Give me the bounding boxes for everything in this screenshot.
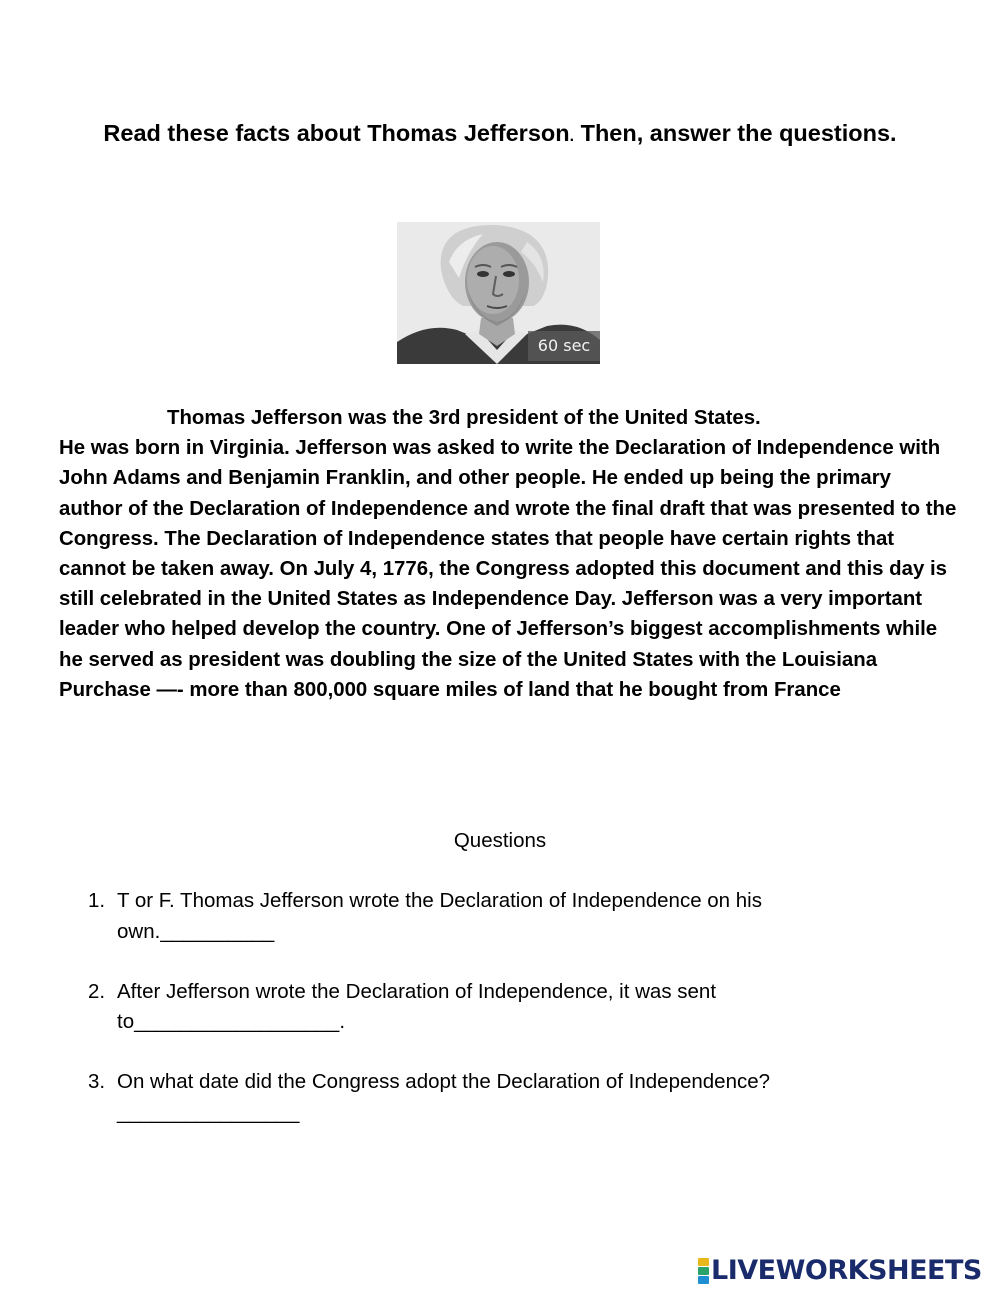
logo-block	[698, 1258, 709, 1266]
question-item-3	[88, 1067, 878, 1128]
liveworksheets-logo	[698, 1255, 982, 1287]
answer-blank-2[interactable]: __________________	[134, 1010, 340, 1033]
worksheet-title	[60, 116, 940, 154]
question-number: 1.	[88, 889, 106, 912]
jefferson-portrait	[397, 222, 600, 364]
question-text: After Jefferson wrote the Declaration of Independence, it was sent to	[117, 979, 717, 1033]
question-suffix: .	[339, 1010, 346, 1033]
question-number: 2.	[88, 979, 106, 1003]
title-dot: .	[569, 128, 575, 145]
questions-heading: Questions	[453, 829, 547, 852]
question-number: 3.	[88, 1070, 106, 1093]
logo-text: LIVEWORKSHEETS	[711, 1255, 982, 1286]
question-list	[88, 886, 878, 1158]
question-text: On what date did the Congress adopt the Declaration of Independence?	[117, 1070, 771, 1093]
passage-body: He was born in Virginia. Jefferson was asked to write the Declaration of Independence with John Adams and Benjamin Franklin, and other people. He ended up being the primary author of the Declaration of Independence and wrote the final draft that was presented to the Congress. The Declaration of Independence states that people have certain rights that cannot be taken away. On July 4, 1776, the Congress adopted this document and this day is still celebrated in the United States as Independence Day. Jefferson was a very important leader who helped develop the country. One of Jefferson’s biggest accomplishments while he served as president was doubling the size of the United States with the Louisiana Purchase —- more than 800,000 square miles of land that he bought from France	[59, 437, 957, 701]
question-text: T or F. Thomas Jefferson wrote the Declaration of Independence on his own.	[117, 889, 762, 943]
title-part2: Then, answer the questions.	[574, 120, 897, 146]
question-item-2	[88, 977, 878, 1038]
question-item-1	[88, 886, 878, 947]
passage-first-line: Thomas Jefferson was the 3rd president of the United States.	[167, 407, 761, 429]
logo-blocks-icon	[698, 1258, 709, 1284]
passage-text	[59, 403, 959, 705]
logo-block	[698, 1267, 709, 1275]
title-part1: Read these facts about Thomas Jefferson	[103, 120, 570, 146]
logo-block	[698, 1276, 709, 1284]
answer-blank-3[interactable]: ________________	[117, 1100, 300, 1124]
timer-badge: 60 sec	[528, 331, 600, 361]
answer-blank-1[interactable]: __________	[160, 919, 275, 943]
